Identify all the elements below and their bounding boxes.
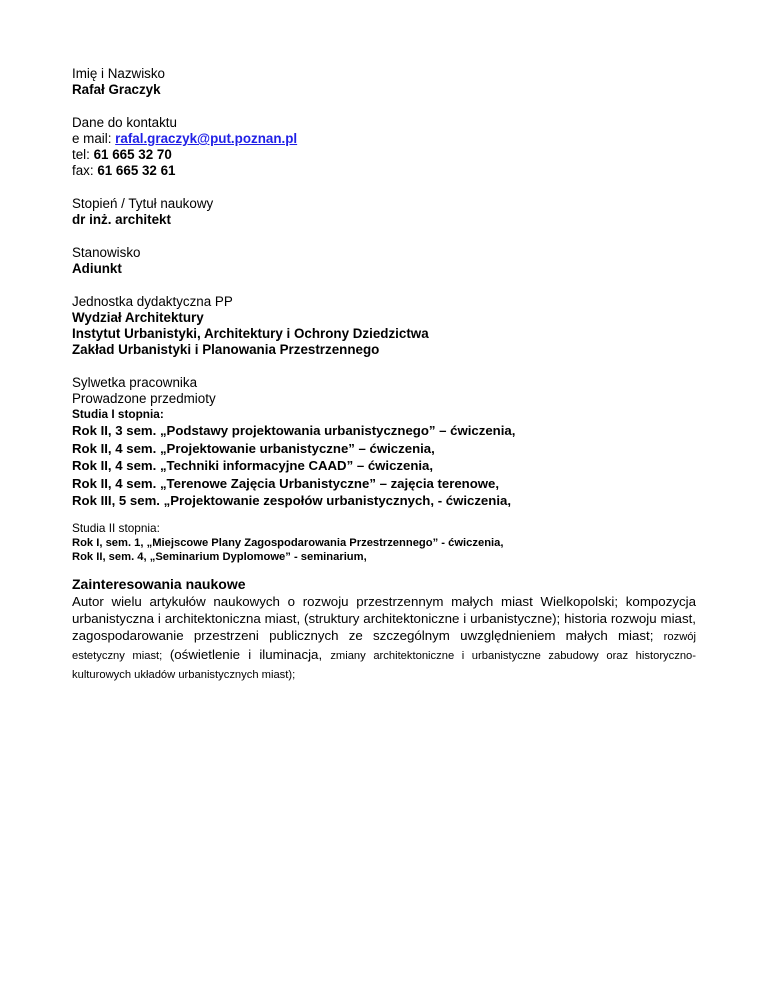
position-label: Stanowisko: [72, 245, 141, 260]
interests-text: zmiany architektoniczne i urbanistyczne zabudowy oraz historyczno-kulturowych układów urbanistycznych miast);: [72, 649, 696, 681]
email-label: e mail:: [72, 131, 116, 146]
contact-label: Dane do kontaktu: [72, 115, 177, 130]
unit-line: Zakład Urbanistyki i Planowania Przestrzennego: [72, 342, 380, 357]
name-label: Imię i Nazwisko: [72, 66, 166, 81]
interests-text: Autor wielu artykułów naukowych o rozwoju przestrzennym małych miast Wielkopolski; kompozycja urbanistyczna i architektoniczna miast, (struktury architektoniczne i urbanistyczne); historia rozwoju miast, zagospodarowanie przestrzeni publicznych ze szczególnym uwzględnieniem małych miast;: [72, 593, 696, 643]
fax-value: 61 665 32 61: [97, 163, 176, 178]
interests-text: rozwój estetyczny miast;: [72, 630, 696, 662]
degree-label: Stopień / Tytuł naukowy: [72, 196, 214, 211]
course-item: Rok II, sem. 4, „Seminarium Dyplomowe” - seminarium,: [72, 551, 367, 563]
tel-value: 61 665 32 70: [93, 147, 172, 162]
document-page: [72, 66, 696, 684]
course-item: Rok II, 4 sem. „Terenowe Zajęcia Urbanistyczne” – zajęcia terenowe,: [72, 475, 500, 491]
unit-line: Instytut Urbanistyki, Architektury i Ochrony Dziedzictwa: [72, 326, 429, 341]
interests-heading: Zainteresowania naukowe: [72, 575, 246, 592]
name-value: Rafał Graczyk: [72, 82, 161, 97]
spacer: [72, 510, 696, 521]
spacer: [72, 277, 696, 294]
unit-line: Wydział Architektury: [72, 310, 204, 325]
spacer: [72, 179, 696, 196]
profile-label: Sylwetka pracownika: [72, 375, 198, 390]
spacer: [72, 98, 696, 115]
email-link[interactable]: rafal.graczyk@put.poznan.pl: [115, 131, 298, 146]
spacer: [72, 228, 696, 245]
interests-paragraph: [72, 593, 696, 684]
fax-label: fax:: [72, 163, 98, 178]
degree-value: dr inż. architekt: [72, 212, 171, 227]
interests-text: (oświetlenie i iluminacja,: [169, 646, 331, 662]
email-row: [72, 131, 696, 147]
fax-row: [72, 163, 696, 179]
tel-row: [72, 147, 696, 163]
first-degree-label: Studia I stopnia:: [72, 407, 164, 421]
unit-label: Jednostka dydaktyczna PP: [72, 294, 233, 309]
course-item: Rok II, 3 sem. „Podstawy projektowania urbanistycznego” – ćwiczenia,: [72, 423, 516, 438]
spacer: [72, 358, 696, 375]
second-degree-label: Studia II stopnia:: [72, 520, 160, 535]
course-item: Rok I, sem. 1, „Miejscowe Plany Zagospodarowania Przestrzennego” - ćwiczenia,: [72, 536, 504, 549]
position-value: Adiunkt: [72, 261, 122, 276]
courses-label: Prowadzone przedmioty: [72, 391, 216, 406]
course-item: Rok III, 5 sem. „Projektowanie zespołów urbanistycznych, - ćwiczenia,: [72, 493, 511, 508]
tel-label: tel:: [72, 147, 94, 162]
course-item: Rok II, 4 sem. „Projektowanie urbanistyczne” – ćwiczenia,: [72, 440, 435, 456]
spacer: [72, 565, 696, 576]
course-item: Rok II, 4 sem. „Techniki informacyjne CAAD” – ćwiczenia,: [72, 458, 434, 473]
